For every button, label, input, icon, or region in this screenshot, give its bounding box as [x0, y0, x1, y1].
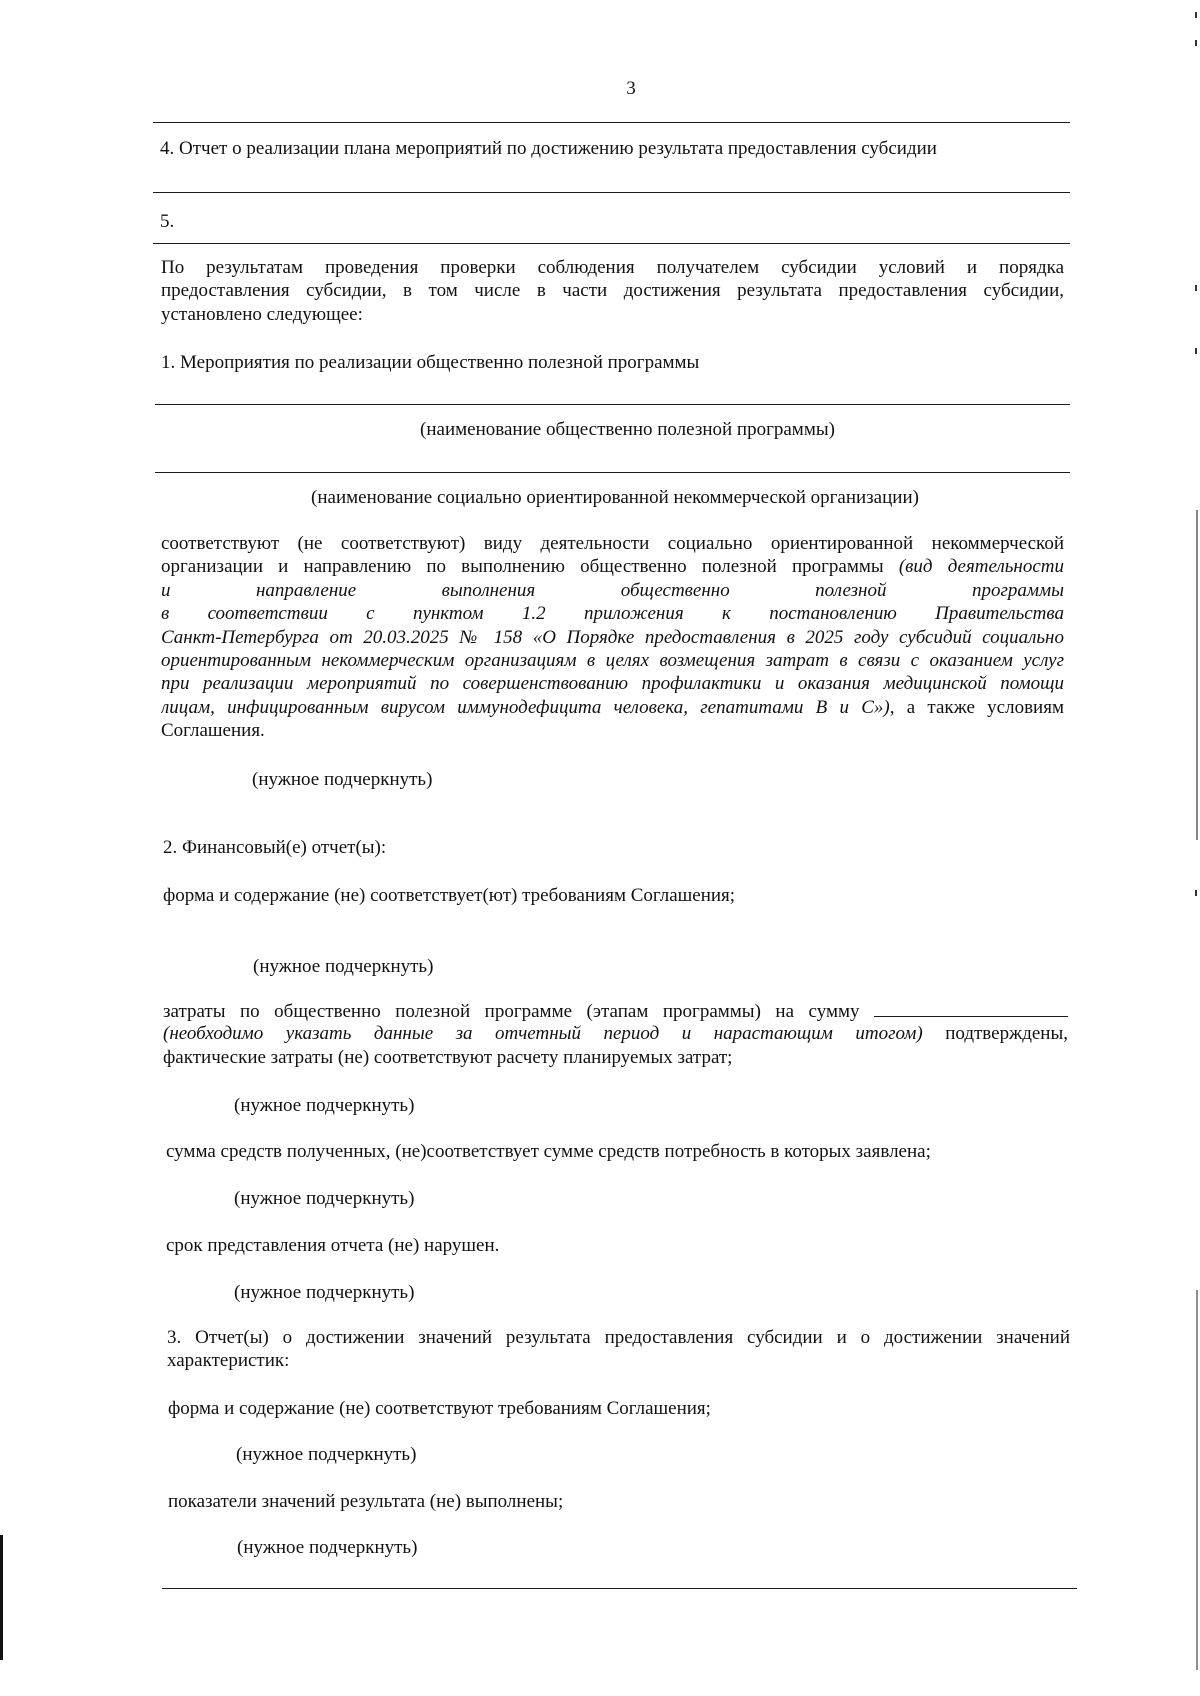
costs-line: [163, 999, 1068, 1022]
scan-edge-mark: [0, 1535, 3, 1660]
body-line: [161, 696, 1064, 719]
body-line: в соответствии с пунктом 1.2 приложения к постановлению Правительства: [161, 603, 1064, 625]
program-name-line: [155, 404, 1070, 405]
item-3-line: характеристик:: [167, 1350, 290, 1372]
item-3-form: форма и содержание (не) соответствуют требованиям Соглашения;: [168, 1398, 711, 1419]
org-name-caption: (наименование социально ориентированной некоммерческой организации): [311, 487, 919, 508]
body-text: затраты по общественно полезной программе (этапам программы) на сумму: [163, 1001, 860, 1022]
body-line: [161, 555, 1064, 578]
underline-note: (нужное подчеркнуть): [234, 1282, 415, 1303]
org-name-line: [155, 472, 1070, 473]
body-text: , а также условиям: [889, 696, 1064, 718]
intro-paragraph: [161, 256, 1064, 326]
divider-line: [153, 192, 1070, 193]
underline-note: (нужное подчеркнуть): [234, 1095, 415, 1116]
item-3-heading: [167, 1326, 1070, 1373]
body-italic-text: (вид деятельности: [898, 556, 1064, 578]
item-1-heading: 1. Мероприятия по реализации общественно полезной программы: [161, 352, 700, 373]
item-2-heading: 2. Финансовый(е) отчет(ы):: [163, 837, 387, 858]
body-italic-text: лицам, инфицированным вирусом иммунодефицита человека, гепатитами В и С»): [161, 696, 890, 718]
item-3-line: 3. Отчет(ы) о достижении значений результата предоставления субсидии и о достижении значений: [167, 1327, 1070, 1348]
program-name-caption: (наименование общественно полезной программы): [420, 419, 835, 440]
costs-line: фактические затраты (не) соответствуют расчету планируемых затрат;: [163, 1046, 733, 1068]
scan-edge-mark: [1195, 40, 1197, 46]
scan-edge-mark: [1195, 285, 1197, 291]
body-line: и направление выполнения общественно полезной программы: [161, 579, 1064, 601]
underline-note: (нужное подчеркнуть): [236, 1444, 417, 1465]
scan-edge-mark: [1196, 510, 1198, 840]
item-2-sum: сумма средств полученных, (не)соответствует сумме средств потребность в которых заявлена;: [166, 1141, 931, 1162]
underline-note: (нужное подчеркнуть): [234, 1188, 415, 1209]
item-2-deadline: срок представления отчета (не) нарушен.: [166, 1235, 500, 1256]
scan-edge-mark: [1195, 12, 1197, 18]
scan-edge-mark: [1196, 1290, 1198, 1670]
body-italic-text: (необходимо указать данные за отчетный период и нарастающим итогом): [163, 1023, 923, 1045]
underline-note: (нужное подчеркнуть): [237, 1537, 418, 1558]
body-line: соответствуют (не соответствуют) виду деятельности социально ориентированной некоммерческой: [161, 533, 1064, 554]
page-number: 3: [626, 78, 636, 99]
section-4-heading: 4. Отчет о реализации плана мероприятий по достижению результата предоставления субсидии: [160, 138, 937, 159]
divider-line: [153, 122, 1070, 123]
scan-edge-mark: [1195, 348, 1197, 354]
intro-line: установлено следующее:: [161, 303, 363, 325]
body-line: Соглашения.: [161, 720, 265, 742]
divider-line: [162, 1588, 1077, 1589]
intro-line: По результатам проведения проверки соблюдения получателем субсидии условий и порядка: [161, 257, 1064, 278]
amount-blank-field: [874, 999, 1068, 1017]
body-line: Санкт-Петербурга от 20.03.2025 № 158 «О Порядке предоставления в 2025 году субсидий социально: [161, 626, 1064, 648]
underline-note: (нужное подчеркнуть): [252, 769, 433, 790]
item-3-indicators: показатели значений результата (не) выполнены;: [168, 1491, 564, 1512]
item-2-form: форма и содержание (не) соответствует(ют) требованиям Соглашения;: [163, 885, 736, 906]
item-2-costs: [163, 999, 1068, 1069]
underline-note: (нужное подчеркнуть): [253, 956, 434, 977]
costs-line: [163, 1022, 1068, 1045]
section-5-heading: 5.: [160, 211, 175, 232]
body-line: ориентированным некоммерческим организациям в целях возмещения затрат в связи с оказанием услуг: [161, 649, 1064, 671]
intro-line: предоставления субсидии, в том числе в части достижения результата предоставления субсидии,: [161, 280, 1064, 302]
item-1-body: [161, 532, 1064, 743]
body-text: организации и направлению по выполнению общественно полезной программы: [161, 556, 899, 578]
divider-line: [153, 243, 1070, 244]
body-line: при реализации мероприятий по совершенствованию профилактики и оказания медицинской помощи: [161, 673, 1064, 695]
scan-edge-mark: [1195, 890, 1197, 896]
body-text: подтверждены,: [922, 1023, 1068, 1045]
